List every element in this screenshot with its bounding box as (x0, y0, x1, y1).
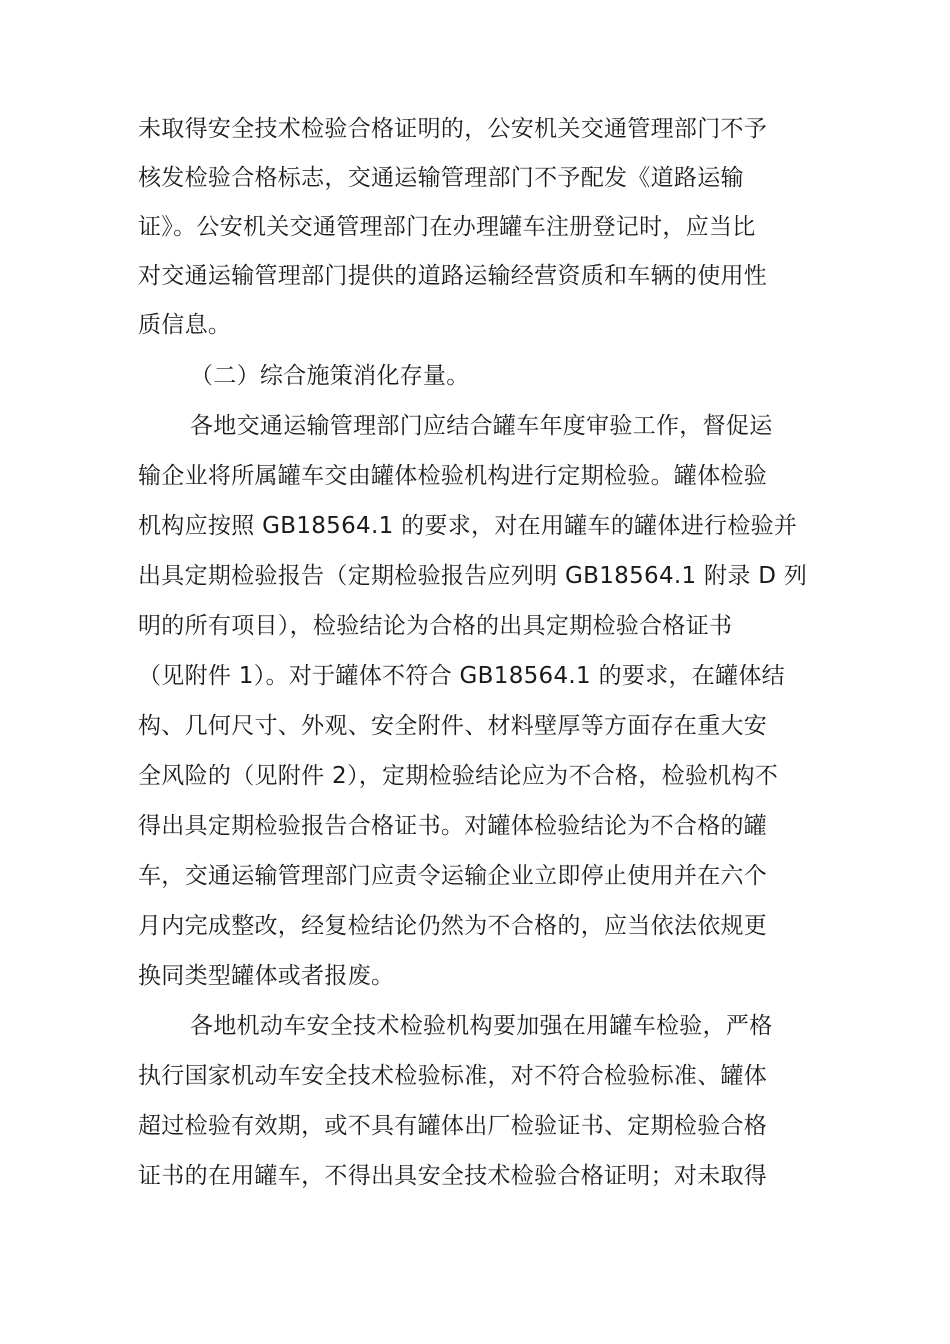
paragraph-first-line: 各地交通运输管理部门应结合罐车年度审验工作，督促运 (190, 413, 773, 439)
body-line: 输企业将所属罐车交由罐体检验机构进行定期检验。罐体检验 (138, 463, 768, 489)
body-line: （见附件 1）。对于罐体不符合 GB18564.1 的要求，在罐体结 (138, 663, 785, 689)
body-line: 全风险的（见附件 2），定期检验结论应为不合格，检验机构不 (138, 763, 779, 789)
body-line: 超过检验有效期，或不具有罐体出厂检验证书、定期检验合格 (138, 1113, 768, 1139)
body-line: 核发检验合格标志，交通运输管理部门不予配发《道路运输 (138, 165, 744, 191)
body-line: 得出具定期检验报告合格证书。对罐体检验结论为不合格的罐 (138, 813, 768, 839)
body-line: 机构应按照 GB18564.1 的要求，对在用罐车的罐体进行检验并 (138, 513, 798, 539)
body-line: 车，交通运输管理部门应责令运输企业立即停止使用并在六个 (138, 863, 768, 889)
body-line: 对交通运输管理部门提供的道路运输经营资质和车辆的使用性 (138, 263, 768, 289)
body-line: 未取得安全技术检验合格证明的，公安机关交通管理部门不予 (138, 116, 768, 142)
body-line: 执行国家机动车安全技术检验标准，对不符合检验标准、罐体 (138, 1063, 768, 1089)
section-heading: （二）综合施策消化存量。 (190, 363, 470, 389)
body-line: 证》。公安机关交通管理部门在办理罐车注册登记时，应当比 (138, 214, 756, 240)
paragraph-first-line: 各地机动车安全技术检验机构要加强在用罐车检验，严格 (190, 1013, 773, 1039)
body-line: 换同类型罐体或者报废。 (138, 963, 395, 989)
body-line: 证书的在用罐车，不得出具安全技术检验合格证明；对未取得 (138, 1163, 768, 1189)
body-line: 出具定期检验报告（定期检验报告应列明 GB18564.1 附录 D 列 (138, 563, 808, 589)
body-line: 明的所有项目），检验结论为合格的出具定期检验合格证书 (138, 613, 733, 639)
body-line: 构、几何尺寸、外观、安全附件、材料壁厚等方面存在重大安 (138, 713, 768, 739)
body-line: 月内完成整改，经复检结论仍然为不合格的，应当依法依规更 (138, 913, 768, 939)
body-line: 质信息。 (138, 312, 232, 338)
